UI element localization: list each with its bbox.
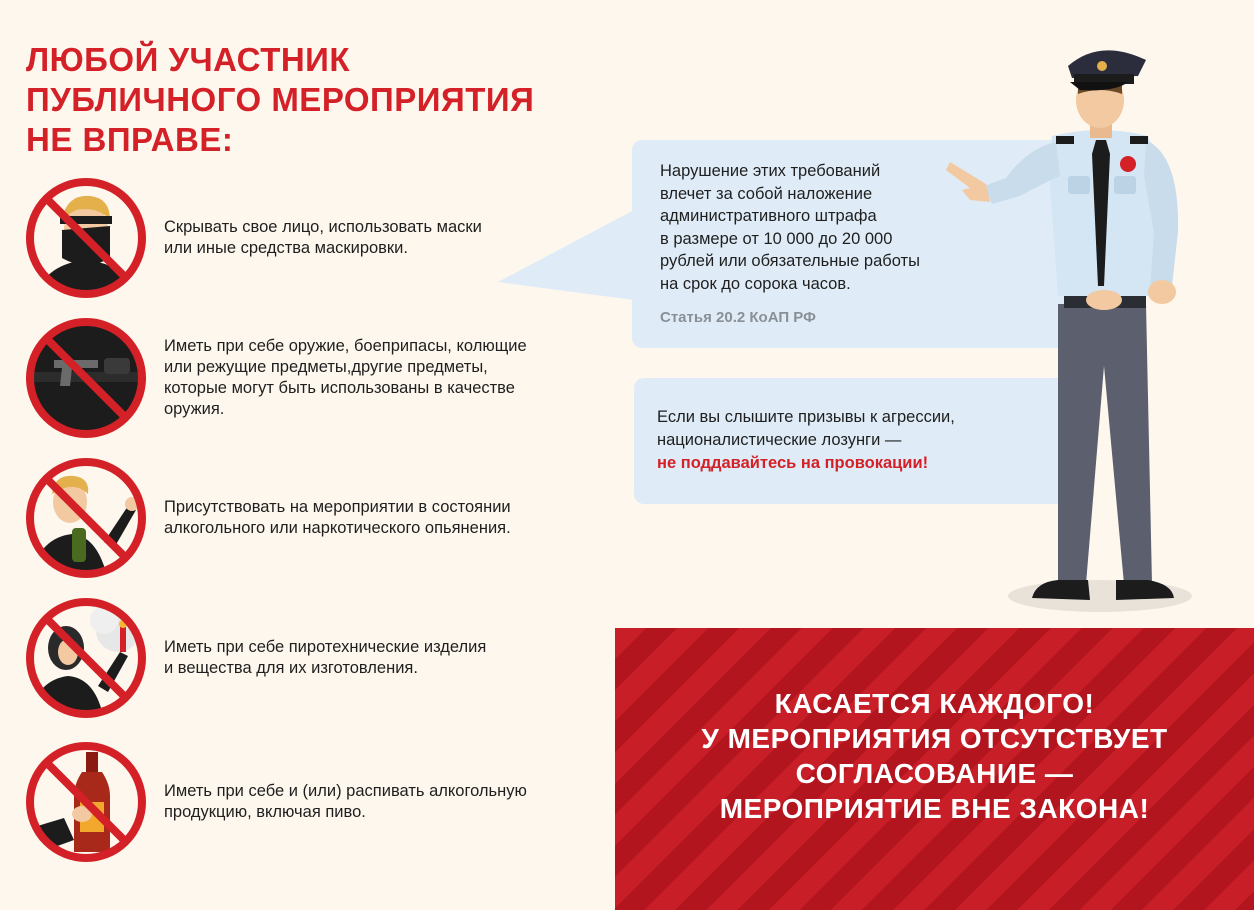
page-title: [26, 40, 534, 160]
rule-text-line: или режущие предметы,другие предметы,: [164, 358, 488, 376]
rule-text: [164, 637, 614, 679]
rule-item: [24, 740, 624, 864]
title-line: ПУБЛИЧНОГО МЕРОПРИЯТИЯ: [26, 81, 535, 118]
penalty-text-line: влечет за собой наложение: [660, 184, 873, 203]
rule-text-line: или иные средства маскировки.: [164, 239, 408, 257]
rule-item: [24, 596, 624, 720]
police-officer-illustration: [940, 36, 1240, 616]
penalty-text: [660, 160, 920, 295]
penalty-text-line: в размере от 10 000 до 20 000: [660, 229, 893, 248]
rule-text: [164, 497, 614, 539]
banner-line: КАСАЕТСЯ КАЖДОГО!: [774, 688, 1095, 719]
provocation-text: [657, 406, 955, 475]
rule-text-line: Иметь при себе пиротехнические изделия: [164, 638, 487, 656]
banner-text: [615, 686, 1254, 826]
rule-text-line: которые могут быть использованы в качестве: [164, 379, 515, 397]
drunk-person-icon: [24, 456, 148, 580]
penalty-text-line: Нарушение этих требований: [660, 162, 881, 180]
weapon-icon: [24, 316, 148, 440]
rule-text-line: оружия.: [164, 400, 225, 418]
banner-line: МЕРОПРИЯТИЕ ВНЕ ЗАКОНА!: [719, 793, 1150, 824]
provocation-text-line: Если вы слышите призывы к агрессии,: [657, 408, 955, 426]
provocation-warning: не поддавайтесь на провокации!: [657, 454, 929, 472]
rule-item: [24, 456, 624, 580]
provocation-text-line: националистические лозунги —: [657, 431, 902, 449]
pyrotechnics-icon: [24, 596, 148, 720]
rule-text-line: алкогольного или наркотического опьянения.: [164, 519, 511, 537]
rule-text-line: Присутствовать на мероприятии в состоянии: [164, 498, 511, 516]
title-line: НЕ ВПРАВЕ:: [26, 121, 234, 158]
banner-line: У МЕРОПРИЯТИЯ ОТСУТСТВУЕТ: [701, 723, 1168, 754]
title-line: ЛЮБОЙ УЧАСТНИК: [26, 41, 351, 78]
speech-bubble-tail: [498, 210, 638, 300]
rule-text-line: и вещества для их изготовления.: [164, 659, 418, 677]
penalty-text-line: административного штрафа: [660, 207, 877, 225]
warning-banner: [615, 628, 1254, 910]
penalty-text-line: рублей или обязательные работы: [660, 252, 920, 270]
alcohol-bottle-icon: [24, 740, 148, 864]
rule-text: [164, 336, 614, 420]
rule-text-line: Иметь при себе оружие, боеприпасы, колющие: [164, 337, 527, 355]
rule-text-line: продукцию, включая пиво.: [164, 803, 366, 821]
rule-text-line: Скрывать свое лицо, использовать маски: [164, 218, 482, 236]
masked-person-icon: [24, 176, 148, 300]
banner-line: СОГЛАСОВАНИЕ —: [795, 758, 1074, 789]
rule-text: [164, 781, 614, 823]
rule-text-line: Иметь при себе и (или) распивать алкогольную: [164, 782, 527, 800]
law-reference: Статья 20.2 КоАП РФ: [660, 309, 816, 326]
rule-item: [24, 316, 624, 440]
penalty-text-line: на срок до сорока часов.: [660, 274, 851, 293]
